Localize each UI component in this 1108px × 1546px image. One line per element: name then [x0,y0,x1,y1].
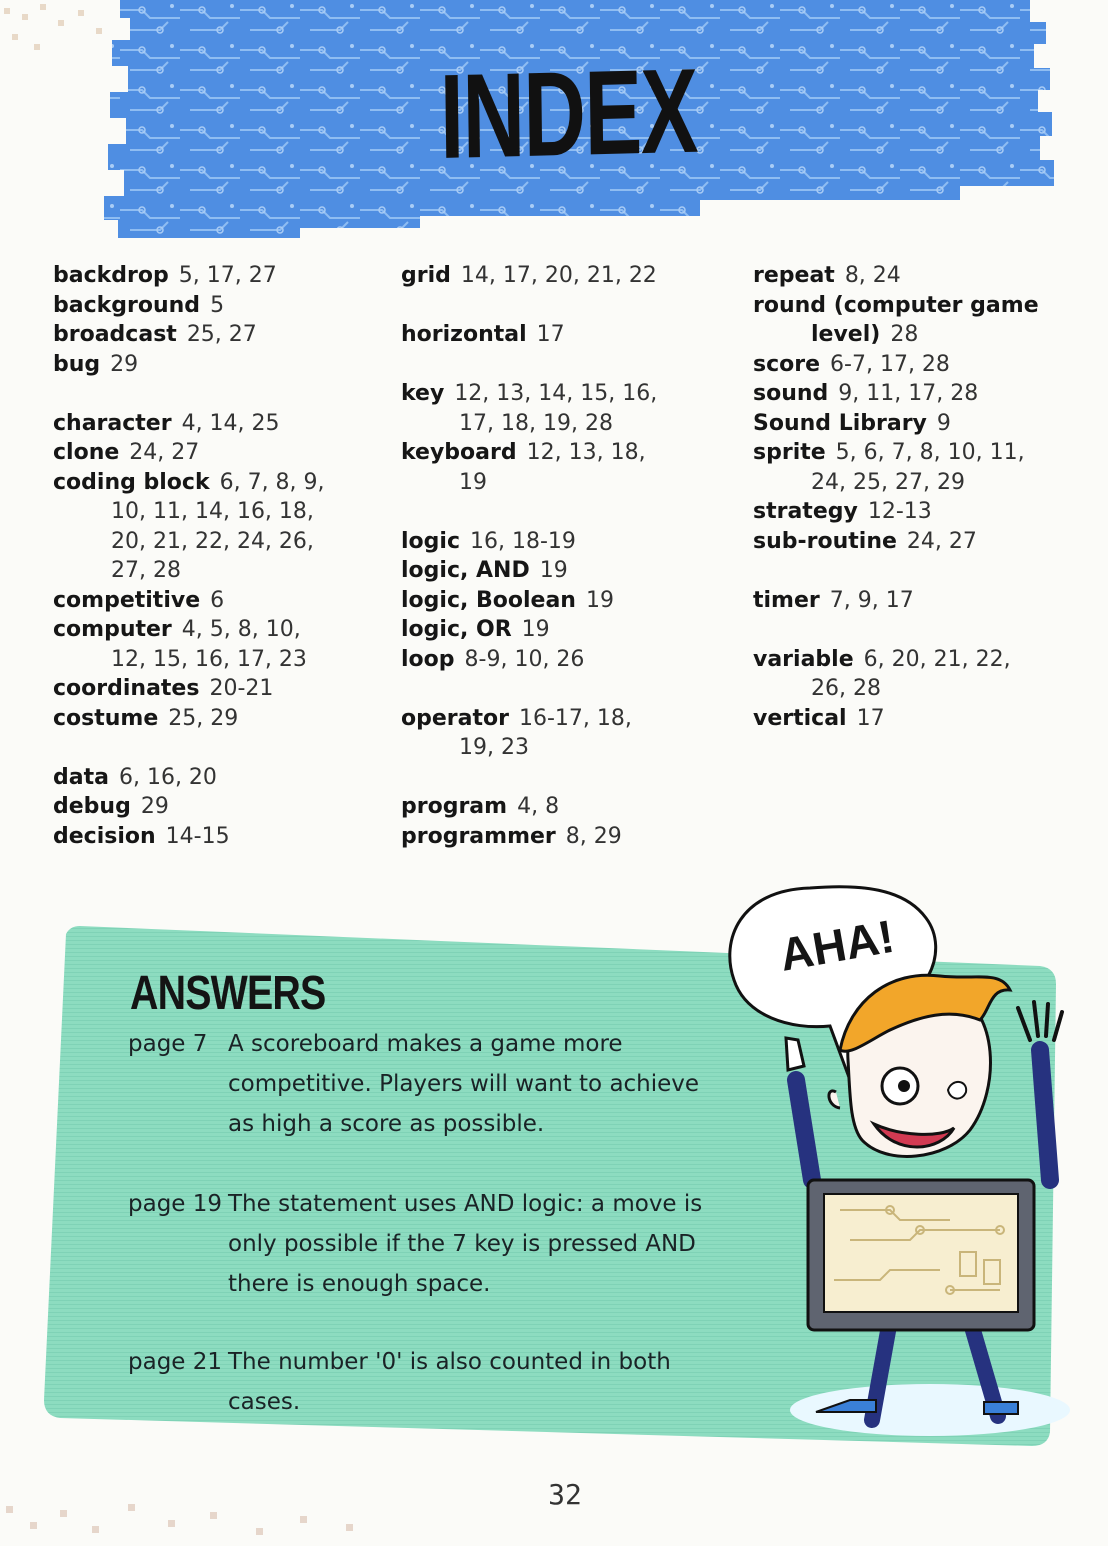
index-entry [401,822,657,852]
index-entry [401,792,657,822]
index-gap [753,556,1039,586]
index-entry [401,438,657,497]
index-pages: 6, 20, 21, 22, [863,646,1011,672]
index-term: debug [53,794,131,819]
index-term: variable [753,646,854,672]
index-pages: 28 [890,322,919,347]
index-term: key [401,381,445,406]
index-pages: 4, 14, 25 [181,410,280,436]
index-pages: 24, 27 [129,440,200,465]
index-term: data [53,764,109,790]
index-pages-continued: 19 [459,469,487,495]
index-pages-continued: 24, 25, 27, 29 [811,469,965,495]
index-pages-continued: 20, 21, 22, 24, 26, [111,528,314,554]
index-term: score [753,351,821,377]
index-column-1 [53,261,325,851]
index-pages: 19 [539,558,568,583]
index-term: logic, OR [401,617,512,642]
index-term: logic, AND [401,558,530,583]
index-entry [401,615,657,645]
index-term-continued: level) [811,322,881,347]
index-entry [53,615,325,674]
index-pages: 8, 24 [844,263,901,288]
index-entry [401,704,657,763]
index-term: clone [53,440,120,465]
index-term: costume [53,705,159,731]
index-gap [401,291,657,321]
index-term: decision [53,823,156,849]
index-pages: 25, 29 [168,705,239,731]
index-entry [753,497,1039,527]
index-entry [53,674,325,704]
index-term: logic, Boolean [401,587,576,613]
index-column-3 [753,261,1039,733]
index-entry [401,379,657,438]
index-term: program [401,794,508,819]
index-entry [401,586,657,616]
index-gap [401,350,657,380]
index-pages: 25, 27 [186,322,257,347]
answer-text: The number '0' is also counted in both cases. [228,1349,671,1415]
index-pages: 19 [521,617,550,642]
index-pages: 6-7, 17, 28 [830,351,950,377]
index-term: operator [401,705,509,731]
answer-text: A scoreboard makes a game more competitive. Players will want to achieve as high a score as possible. [228,1031,700,1137]
index-pages: 12-13 [867,499,932,524]
index-gap [53,733,325,763]
index-gap [53,379,325,409]
index-term: bug [53,351,101,377]
index-term: grid [401,263,451,288]
index-term: sprite [753,440,826,465]
index-term: coordinates [53,676,200,701]
index-continued-line [753,320,1039,350]
index-entry [753,350,1039,380]
index-pages: 12, 13, 14, 15, 16, [454,381,658,406]
answers-title: ANSWERS [130,967,326,1020]
index-entry [53,320,325,350]
index-pages-continued: 26, 28 [811,676,881,701]
index-pages: 5 [210,292,225,318]
index-entry [53,822,325,852]
index-entry [53,438,325,468]
index-entry [753,409,1039,439]
index-pages-continued: 27, 28 [111,558,181,583]
index-pages: 6, 16, 20 [118,764,217,790]
index-pages: 8-9, 10, 26 [464,646,585,672]
index-term: character [53,410,172,436]
index-term: round (computer game [753,292,1039,318]
index-entry [401,645,657,675]
index-term: programmer [401,823,556,849]
speech-bubble-text: AHA! [775,909,899,981]
index-pages-continued: 17, 18, 19, 28 [459,410,613,436]
index-column-2 [401,261,657,851]
index-entry [753,291,1039,350]
corner-decoration [0,1486,380,1546]
index-gap [753,615,1039,645]
index-pages: 5, 6, 7, 8, 10, 11, [835,440,1025,465]
index-term: strategy [753,499,858,524]
index-term: horizontal [401,322,527,347]
index-pages: 9 [936,410,951,436]
index-pages: 29 [110,351,139,377]
answer-text: The statement uses AND logic: a move is only possible if the 7 key is pressed AND there is enough space. [228,1191,703,1297]
index-entry [53,409,325,439]
index-term: broadcast [53,322,177,347]
index-pages: 17 [856,705,885,731]
index-entry [753,379,1039,409]
index-term: background [53,292,201,318]
index-gap [401,674,657,704]
index-pages: 19 [585,587,614,613]
index-term: logic [401,528,460,554]
index-term: sub-routine [753,528,897,554]
index-term: Sound Library [753,410,927,436]
index-term: timer [753,587,820,613]
index-pages: 12, 13, 18, [526,440,646,465]
index-pages: 29 [140,794,169,819]
index-term: repeat [753,263,835,288]
index-term: backdrop [53,263,169,288]
index-pages: 4, 5, 8, 10, [181,617,301,642]
answer-page: page 19 [128,1191,223,1217]
index-entry [401,556,657,586]
index-pages: 24, 27 [906,528,977,554]
index-gap [401,497,657,527]
index-pages: 14, 17, 20, 21, 22 [460,263,657,288]
index-pages: 7, 9, 17 [829,587,914,613]
index-pages-continued: 10, 11, 14, 16, 18, [111,499,314,524]
index-entry [401,320,657,350]
index-pages: 6, 7, 8, 9, [219,469,325,495]
index-term: keyboard [401,440,517,465]
page-title: INDEX [439,43,698,184]
page-number: 32 [548,1478,582,1511]
answer-page: page 21 [128,1349,223,1375]
index-term: sound [753,381,829,406]
index-entry [753,438,1039,497]
index-entry [753,527,1039,557]
index-entry [53,291,325,321]
index-term: competitive [53,587,201,613]
index-entry [753,645,1039,704]
index-entry [753,586,1039,616]
index-pages-continued: 12, 15, 16, 17, 23 [111,646,307,672]
answer-page: page 7 [128,1031,208,1057]
index-pages: 16, 18-19 [470,528,576,554]
index-pages: 9, 11, 17, 28 [838,381,979,406]
index-entry [53,261,325,291]
index-entry [53,792,325,822]
index-pages: 20-21 [209,676,274,701]
index-term: coding block [53,469,210,495]
index-gap [401,763,657,793]
index-entry [53,468,325,586]
index-term: computer [53,617,172,642]
index-entry [401,261,657,291]
index-term: loop [401,646,455,672]
index-entry [53,704,325,734]
index-entry [753,704,1039,734]
index-pages: 4, 8 [517,794,560,819]
index-pages: 16-17, 18, [518,705,632,731]
index-pages: 5, 17, 27 [178,263,277,288]
index-entry [753,261,1039,291]
index-entry [53,586,325,616]
index-pages: 8, 29 [565,823,622,849]
index-entry [53,350,325,380]
index-pages: 17 [536,322,565,347]
index-pages: 14-15 [165,823,230,849]
index-entry [401,527,657,557]
index-entry [53,763,325,793]
index-pages-continued: 19, 23 [459,735,529,760]
index-term: vertical [753,705,847,731]
index-pages: 6 [210,587,225,613]
